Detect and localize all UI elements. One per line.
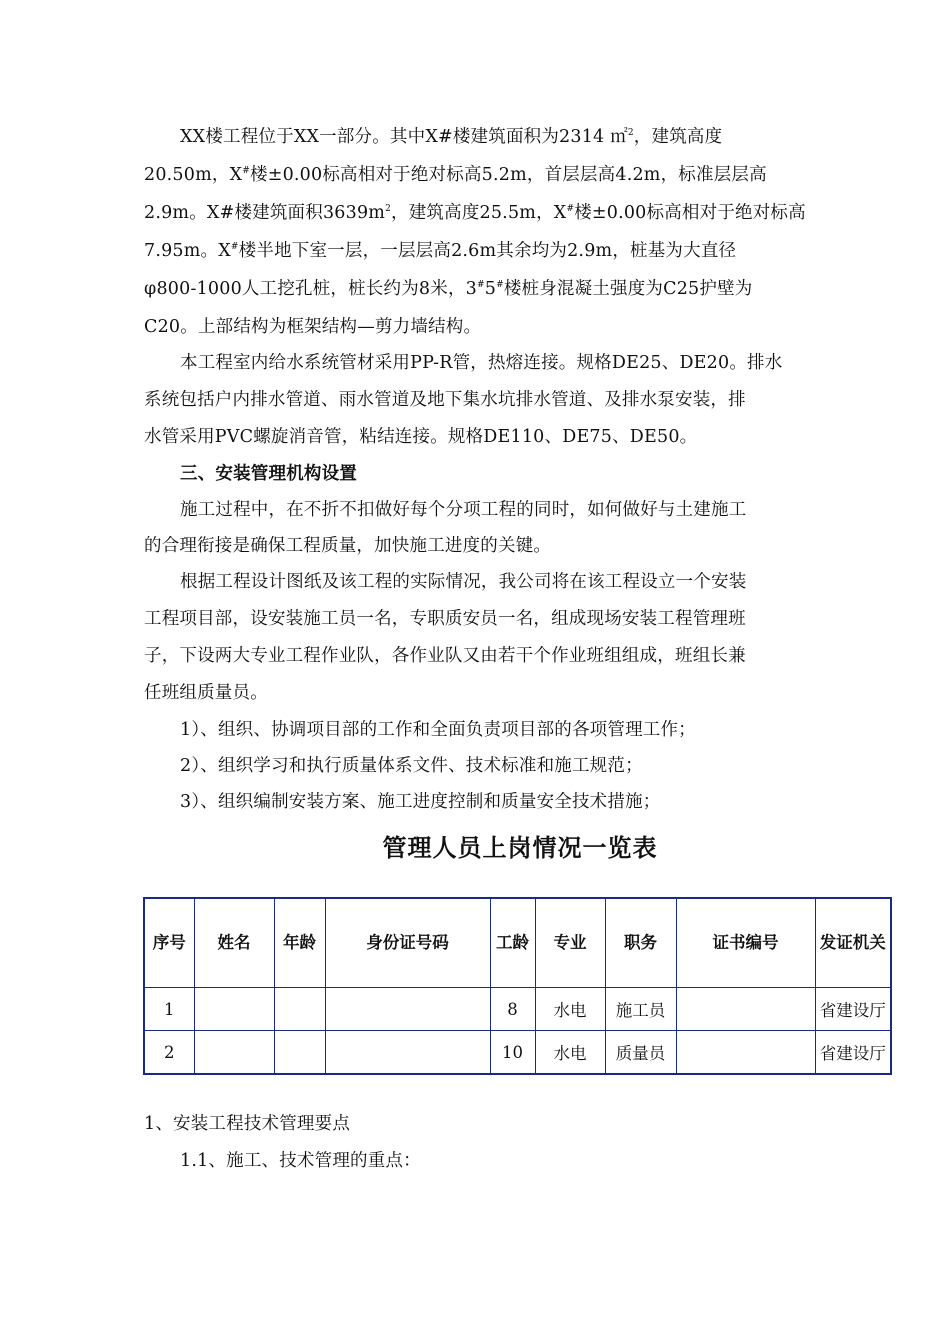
- subsection-heading: 1.1、施工、技术管理的重点：: [180, 1151, 421, 1171]
- section-heading: 1、安装工程技术管理要点: [144, 1114, 351, 1134]
- table-cell: [325, 1031, 490, 1075]
- table-row: [144, 1031, 891, 1075]
- header-cell: 序号: [144, 898, 194, 988]
- table-cell: [325, 988, 490, 1031]
- header-cell: 姓名: [194, 898, 274, 988]
- table-cell: 施工员: [605, 988, 676, 1031]
- text-line: 子，下设两大专业工程作业队，各作业队又由若干个作业班组组成，班组长兼: [144, 646, 746, 666]
- table-cell: [274, 1031, 325, 1075]
- staff-table: [143, 897, 892, 1075]
- table-cell: 水电: [535, 1031, 605, 1075]
- header-cell: 专业: [535, 898, 605, 988]
- text-line: 系统包括户内排水管道、雨水管道及地下集水坑排水管道、及排水泵安装，排: [144, 390, 746, 410]
- table-cell: 8: [490, 988, 535, 1031]
- table-cell: 质量员: [605, 1031, 676, 1075]
- text-line: 本工程室内给水系统管材采用PP-R管，热熔连接。规格DE25、DE20。排水: [180, 353, 783, 373]
- table-cell: 2: [144, 1031, 194, 1075]
- table-cell: [676, 1031, 815, 1075]
- header-cell: 职务: [605, 898, 676, 988]
- table-cell: 10: [490, 1031, 535, 1075]
- text-line: 7.95m。X#楼半地下室一层，一层层高2.6m其余均为2.9m，桩基为大直径: [144, 241, 737, 261]
- text-line: 任班组质量员。: [144, 683, 268, 703]
- table-row: [144, 988, 891, 1031]
- table-cell: 水电: [535, 988, 605, 1031]
- text-line: 20.50m，X#楼±0.00标高相对于绝对标高5.2m，首层层高4.2m，标准层层高: [144, 165, 767, 185]
- table-cell: [274, 988, 325, 1031]
- text-line: 根据工程设计图纸及该工程的实际情况，我公司将在该工程设立一个安装: [180, 572, 747, 592]
- header-cell: 身份证号码: [325, 898, 490, 988]
- section-heading: 三、安装管理机构设置: [180, 464, 357, 484]
- header-cell: 工龄: [490, 898, 535, 988]
- table-cell: 省建设厅: [815, 988, 891, 1031]
- table-cell: [194, 988, 274, 1031]
- table-title: 管理人员上岗情况一览表: [382, 833, 658, 862]
- text-line: 工程项目部，设安装施工员一名，专职质安员一名，组成现场安装工程管理班: [144, 609, 746, 629]
- text-line: 的合理衔接是确保工程质量，加快施工进度的关键。: [144, 536, 552, 556]
- header-cell: 发证机关: [815, 898, 891, 988]
- table-cell: [676, 988, 815, 1031]
- text-line: φ800-1000人工挖孔桩，桩长约为8米，3#5#楼桩身混凝土强度为C25护壁为: [144, 279, 753, 299]
- list-item: 1）、组织、协调项目部的工作和全面负责项目部的各项管理工作；: [180, 720, 696, 740]
- text-line: 施工过程中，在不折不扣做好每个分项工程的同时，如何做好与土建施工: [180, 500, 747, 520]
- table-cell: 1: [144, 988, 194, 1031]
- header-cell: 年龄: [274, 898, 325, 988]
- text-line: XX楼工程位于XX一部分。其中X#楼建筑面积为2314 ㎡$^2$，建筑高度: [180, 127, 723, 147]
- table-cell: [194, 1031, 274, 1075]
- list-item: 2）、组织学习和执行质量体系文件、技术标准和施工规范；: [180, 756, 643, 776]
- text-line: C20。上部结构为框架结构—剪力墙结构。: [144, 317, 482, 337]
- text-line: 2.9m。X#楼建筑面积$3639m^2$，建筑高度25.5m，X#楼±0.00标高相对于绝对标高: [144, 203, 806, 223]
- table-header-row: [144, 898, 891, 988]
- header-cell: 证书编号: [676, 898, 815, 988]
- text-line: 水管采用PVC螺旋消音管，粘结连接。规格DE110、DE75、DE50。: [144, 427, 698, 447]
- table-cell: 省建设厅: [815, 1031, 891, 1075]
- list-item: 3）、组织编制安装方案、施工进度控制和质量安全技术措施；: [180, 792, 661, 812]
